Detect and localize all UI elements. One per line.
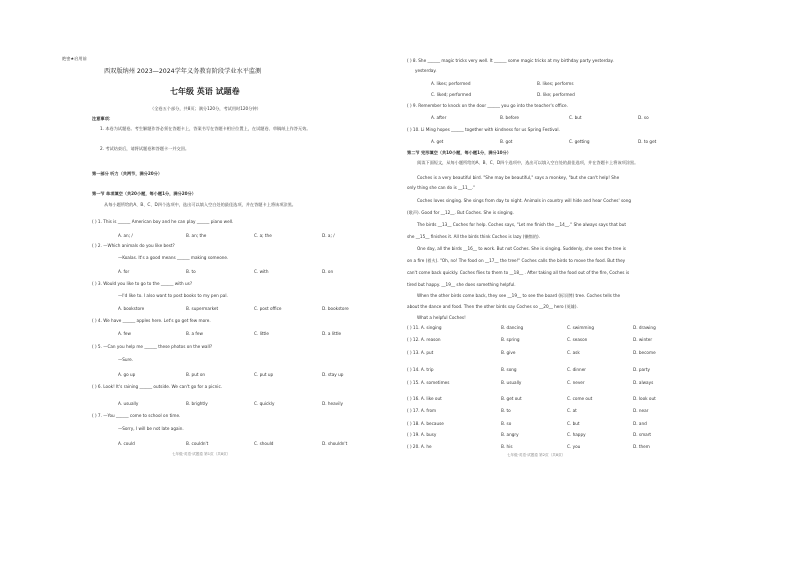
section-instructions: 阅读下面短文，从每小题所给的A、B、C、D四个选项中，选出可以填入空白处的最佳选项，并在答题卡上将该项涂黑。 (417, 160, 639, 165)
passage-line: tired but happy. __19__ she does something helpful. (407, 282, 516, 287)
cloze-option-d[interactable]: D. winter (633, 337, 653, 342)
option-a[interactable]: A. go up (118, 372, 136, 377)
cloze-question-option-a[interactable]: ( ) 12. A. reason (407, 337, 441, 342)
passage-line: on a fire (着火). "Oh, no! The food on __17__ the tree!" Coches calls the birds to move the food. But they (407, 258, 626, 263)
cloze-question-option-a[interactable]: ( ) 19. A. busy (407, 432, 437, 437)
option-c[interactable]: C. liked; performed (431, 92, 472, 97)
cloze-option-c[interactable]: C. you (567, 444, 581, 449)
exam-subject: 七年级 英语 试题卷 (170, 87, 240, 96)
option-a[interactable]: A. get (431, 139, 444, 144)
option-d[interactable]: D. a little (322, 331, 342, 336)
option-a[interactable]: A. for (118, 269, 130, 274)
option-c[interactable]: C. quickly (254, 401, 275, 406)
question-stem: ( ) 10. Li Ming hopes ______ together with kindness for us Spring Festival. (407, 127, 560, 132)
option-d[interactable]: D. bookstore (322, 306, 349, 311)
question-sub: —Sure. (118, 357, 134, 362)
option-b[interactable]: B. before (500, 115, 520, 120)
option-b[interactable]: B. an; the (186, 233, 207, 238)
cloze-question-option-a[interactable]: ( ) 13. A. put (407, 350, 434, 355)
page-footer: 七年级·英语·试题卷 第2页（共8页） (507, 453, 566, 457)
passage-line: One day, all the birds __16__ to work. But not Coches. She is singing. Suddenly, she sees the tree is (417, 246, 626, 251)
option-c[interactable]: C. a; the (254, 233, 272, 238)
option-b[interactable]: B. brightly (186, 401, 208, 406)
cloze-option-c[interactable]: C. but (567, 421, 580, 426)
option-d[interactable]: D. so (638, 115, 649, 120)
cloze-option-d[interactable]: D. and (633, 421, 647, 426)
cloze-question-option-a[interactable]: ( ) 17. A. from (407, 408, 437, 413)
notice-item: 2. 考试结束后，请将试题卷和答题卡一并交回。 (100, 146, 190, 151)
cloze-question-option-a[interactable]: ( ) 11. A. singing (407, 325, 442, 330)
notice-item: 1. 本卷为试题卷。考生解题作答必须在答题卡上，答案书写在答题卡相应位置上，在试题卷、草稿纸上作答无效。 (100, 126, 311, 131)
passage-line: The birds __13__ Coches for help. Coches says, "Let me finish the __14__." She always says that but (417, 222, 627, 227)
cloze-option-d[interactable]: D. near (633, 408, 649, 413)
passage-line: Coches is a very beautiful bird. "She may be beautiful," says a monkey, "but she can't help! She (417, 175, 620, 180)
part-heading: 第一部分 听力（共两节，满分20分） (92, 171, 163, 176)
cloze-option-b[interactable]: B. angry (501, 432, 519, 437)
option-d[interactable]: D. to get (638, 139, 657, 144)
cloze-option-c[interactable]: C. at (567, 408, 577, 413)
option-b[interactable]: B. to (186, 269, 196, 274)
cloze-option-c[interactable]: C. season (567, 337, 588, 342)
passage-line: Coches loves singing. She sings from day to night. Animals in country will hide and hear Coches' song (417, 198, 632, 203)
question-sub: —Koalas. It's a good means ______ making someone. (118, 255, 229, 260)
question-stem: ( ) 7. —You ______ come to school on time. (92, 413, 181, 418)
cloze-question-option-a[interactable]: ( ) 15. A. sometimes (407, 380, 450, 385)
option-d[interactable]: D. stay up (322, 372, 344, 377)
option-b[interactable]: B. likes; performs (537, 81, 574, 86)
cloze-option-b[interactable]: B. to (501, 408, 511, 413)
question-stem: ( ) 9. Remember to knock on the door ______ you go into the teacher's office. (407, 103, 568, 108)
cloze-question-option-a[interactable]: ( ) 18. A. because (407, 421, 444, 426)
passage-line: she __15__ finishes it. All the birds think Coches is lazy (懒惰的). (407, 234, 540, 239)
option-d[interactable]: D. on (322, 269, 334, 274)
option-a[interactable]: A. few (118, 331, 131, 336)
option-d[interactable]: D. like; performed (537, 92, 575, 97)
question-stem: ( ) 6. Look! It's raining ______ outside. We can't go for a picnic. (92, 384, 223, 389)
option-a[interactable]: A. after (431, 115, 447, 120)
passage-line: (歌声). Good for __12__. But Coches. She is singing. (407, 210, 514, 215)
option-b[interactable]: B. supermarket (186, 306, 219, 311)
question-sub: —Sorry, I will be not late again. (118, 426, 184, 431)
cloze-option-b[interactable]: B. dancing (501, 325, 524, 330)
cloze-option-d[interactable]: D. always (633, 380, 654, 385)
cloze-option-b[interactable]: B. spring (501, 337, 520, 342)
cloze-option-d[interactable]: D. party (633, 367, 650, 372)
cloze-option-b[interactable]: B. give (501, 350, 516, 355)
exam-info: （全卷五个部分，共8页；满分120分，考试用时120分钟） (150, 106, 261, 111)
option-a[interactable]: A. bookstore (118, 306, 145, 311)
section-instructions: 从每小题所给的A、B、C、D四个选项中，选出可以填入空白处的最佳选项，并在答题卡上将该项涂黑。 (104, 202, 296, 207)
option-d[interactable]: D. heavily (322, 401, 343, 406)
question-continuation: yesterday. (415, 68, 437, 73)
option-c[interactable]: C. little (254, 331, 269, 336)
exam-title: 西双版纳州 2023—2024学年义务教育阶段学业水平监测 (104, 68, 262, 75)
cloze-option-d[interactable]: D. smart (633, 432, 652, 437)
option-c[interactable]: C. but (569, 115, 582, 120)
cloze-option-b[interactable]: B. get out (501, 396, 522, 401)
cloze-option-d[interactable]: D. become (633, 350, 656, 355)
question-stem: ( ) 4. We have ______ apples here. Let's go get few more. (92, 318, 211, 323)
section-heading: 第一节 单项填空（共20小题，每小题1分，满分20分） (92, 191, 196, 196)
notice-title: 注意事项： (92, 116, 113, 121)
cloze-option-b[interactable]: B. usually (501, 380, 522, 385)
option-b[interactable]: B. a few (186, 331, 203, 336)
option-d[interactable]: D. a; / (322, 233, 335, 238)
question-sub: —I'd like to. I also want to post books to my pen pal. (118, 293, 228, 298)
option-b[interactable]: B. couldn't (186, 441, 209, 446)
cloze-question-option-a[interactable]: ( ) 16. A. like out (407, 396, 442, 401)
cloze-option-b[interactable]: B. song (501, 367, 517, 372)
cloze-option-d[interactable]: D. them (633, 444, 650, 449)
cloze-option-d[interactable]: D. look out (633, 396, 656, 401)
option-c[interactable]: C. post office (254, 306, 282, 311)
passage-line: can't come back quickly. Coches flies to them to __18__ . After taking all the food out of the fire, Coches is (407, 270, 630, 275)
option-b[interactable]: B. put on (186, 372, 206, 377)
passage-line: What a helpful Coches! (417, 315, 466, 320)
section-heading: 第二节 完形填空（共10小题，每小题1分，满分10分） (407, 150, 511, 155)
option-a[interactable]: A. could (118, 441, 135, 446)
cloze-option-b[interactable]: B. so (501, 421, 512, 426)
question-stem: ( ) 3. Would you like to go to the ______ with us? (92, 281, 193, 286)
cloze-option-c[interactable]: C. come out (567, 396, 593, 401)
passage-line: about the dance and food. Then the other birds say Coches so __20__ hero (英雄). (407, 304, 578, 309)
passage-line: When the other birds come back, they see __19__ to see the board (标识牌) tree. Coches tells the (417, 293, 621, 298)
option-c[interactable]: C. getting (569, 139, 590, 144)
option-c[interactable]: C. should (254, 441, 274, 446)
option-a[interactable]: A. likes; performed (431, 81, 471, 86)
option-c[interactable]: C. with (254, 269, 269, 274)
option-c[interactable]: C. put up (254, 372, 274, 377)
option-a[interactable]: A. an; / (118, 233, 133, 238)
option-b[interactable]: B. got (500, 139, 513, 144)
cloze-option-b[interactable]: B. his (501, 444, 513, 449)
cloze-option-c[interactable]: C. dinner (567, 367, 587, 372)
question-stem: ( ) 1. This is ______ American boy and he can play ______ piano well. (92, 219, 234, 224)
cloze-option-c[interactable]: C. swimming (567, 325, 594, 330)
cloze-question-option-a[interactable]: ( ) 14. A. trip (407, 367, 434, 372)
option-d[interactable]: D. shouldn't (322, 441, 348, 446)
cloze-option-d[interactable]: D. drawing (633, 325, 656, 330)
option-a[interactable]: A. usually (118, 401, 139, 406)
secret-mark: 绝密★启用前 (62, 56, 87, 61)
question-stem: ( ) 5. —Can you help me ______ these photos on the wall? (92, 344, 213, 349)
passage-line: only thing she can do is __11__." (407, 185, 476, 190)
question-stem: ( ) 2. —Which animals do you like best? (92, 243, 175, 248)
cloze-option-c[interactable]: C. never (567, 380, 585, 385)
cloze-option-c[interactable]: C. ask (567, 350, 580, 355)
cloze-option-c[interactable]: C. happy (567, 432, 586, 437)
page-footer: 七年级·英语·试题卷 第1页（共8页） (172, 452, 231, 456)
cloze-question-option-a[interactable]: ( ) 20. A. he (407, 444, 432, 449)
question-stem: ( ) 8. She ______ magic tricks very well. It ______ some magic tricks at my birthday party yesterday. (407, 58, 614, 63)
right-page (397, 0, 794, 561)
